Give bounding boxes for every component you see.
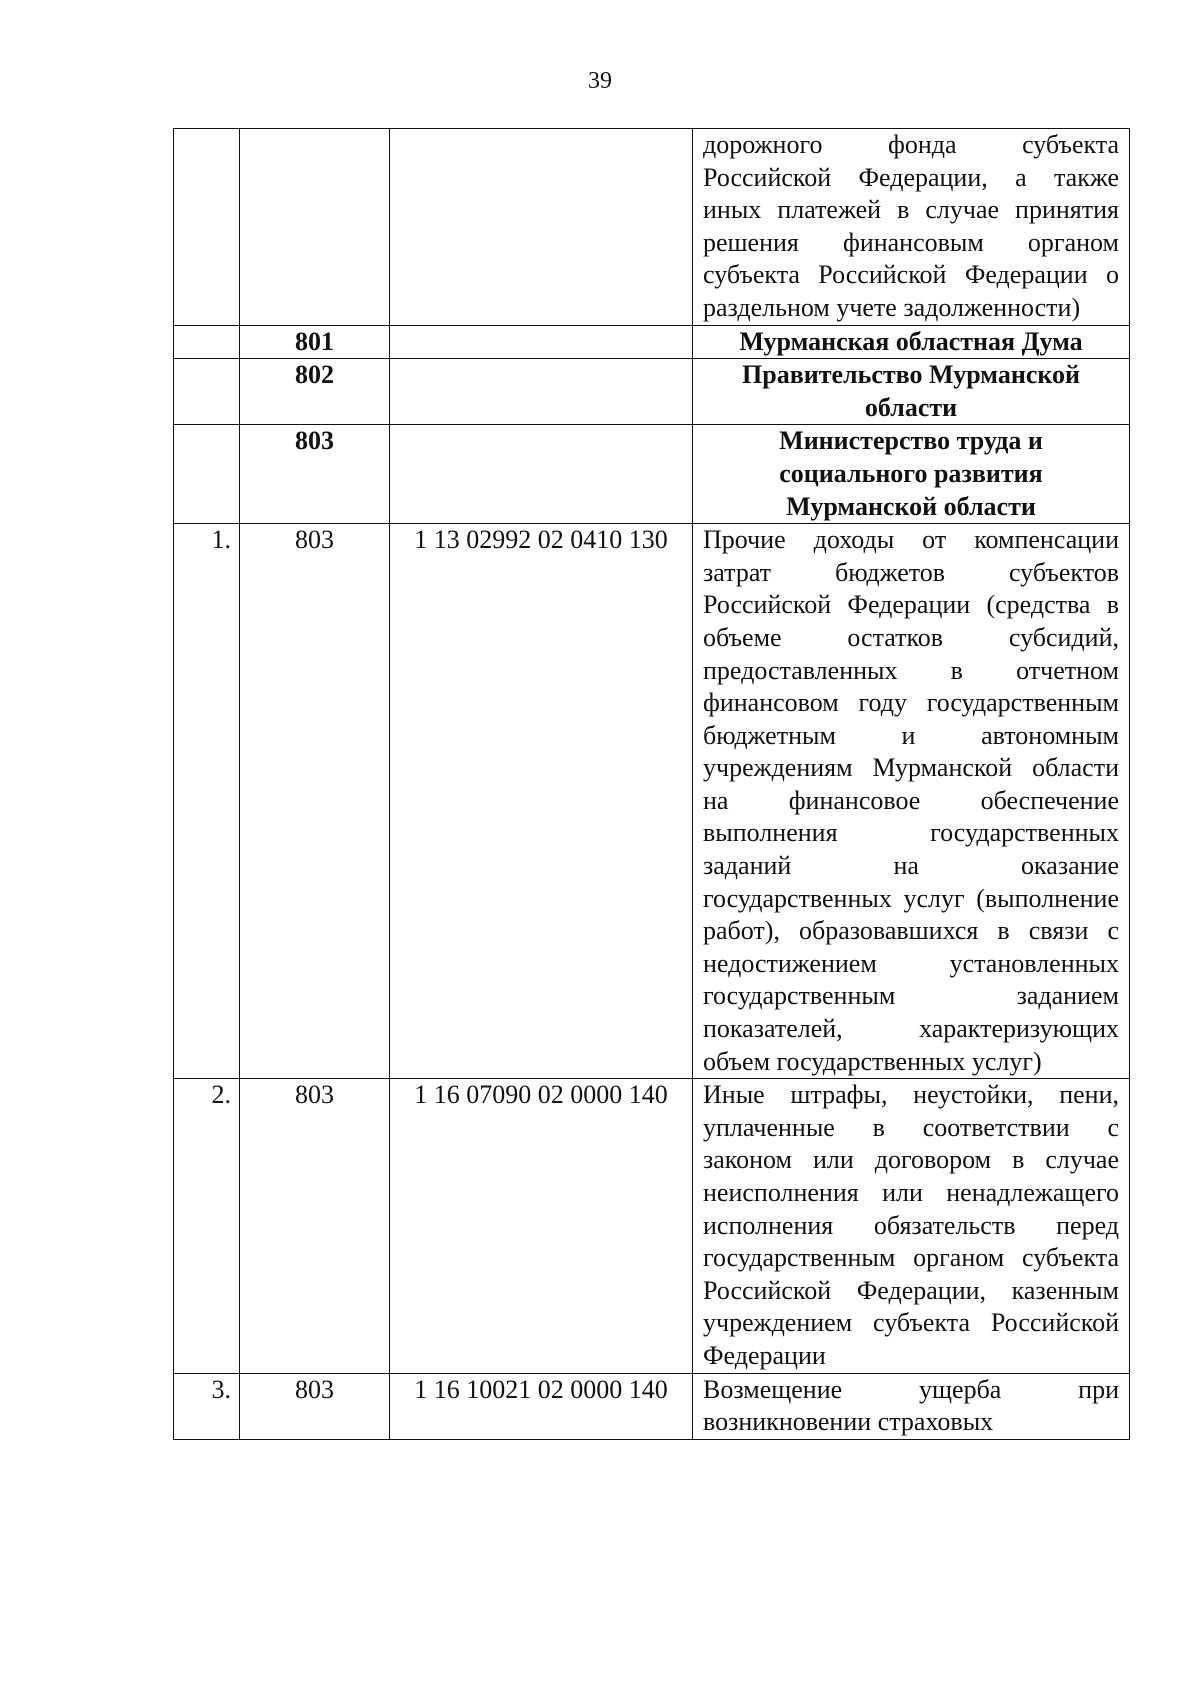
administrator-code-cell: 803 (240, 425, 390, 524)
revenue-code-cell (390, 359, 693, 425)
revenue-name-cell: дорожного фонда субъекта Российской Федерации, а также иных платежей в случае принятия решения финансовым органом субъекта Российской Федерации о раздельном учете задолженности) (693, 129, 1130, 326)
row-number-cell: 2. (174, 1079, 240, 1373)
administrator-name-heading: Мурманская областная Дума (693, 325, 1130, 359)
revenue-code-cell: 1 16 10021 02 0000 140 (390, 1373, 693, 1439)
administrator-code-cell: 803 (240, 524, 390, 1079)
row-number-cell (174, 359, 240, 425)
row-number-cell (174, 425, 240, 524)
administrator-code-cell: 803 (240, 1079, 390, 1373)
revenue-codes-table (173, 128, 1130, 1440)
page-number: 39 (588, 68, 612, 94)
revenue-name-cell: Прочие доходы от компенсации затрат бюджетов субъектов Российской Федерации (средства в объеме остатков субсидий, предоставленных в отчетном финансовом году государственным бюджетным и автономным учреждениям Мурманской области на финансовое обеспечение выполнения государственных заданий на оказание государственных услуг (выполнение работ), образовавшихся в связи с недостижением установленных государственным заданием показателей, характеризующих объем государственных услуг) (693, 524, 1130, 1079)
administrator-name-heading: Министерство труда и социального развития Мурманской области (693, 425, 1130, 524)
administrator-code-cell: 801 (240, 325, 390, 359)
administrator-code-cell: 802 (240, 359, 390, 425)
row-number-cell (174, 129, 240, 326)
table-row-section-header (174, 359, 1130, 425)
revenue-code-cell: 1 16 07090 02 0000 140 (390, 1079, 693, 1373)
row-number-cell: 3. (174, 1373, 240, 1439)
table-row (174, 1079, 1130, 1373)
administrator-code-cell: 803 (240, 1373, 390, 1439)
revenue-code-cell: 1 13 02992 02 0410 130 (390, 524, 693, 1079)
administrator-name-heading: Правительство Мурманской области (693, 359, 1130, 425)
row-number-cell (174, 325, 240, 359)
administrator-code-cell (240, 129, 390, 326)
revenue-code-cell (390, 325, 693, 359)
table-row-section-header (174, 325, 1130, 359)
row-number-cell: 1. (174, 524, 240, 1079)
revenue-name-cell: Возмещение ущерба при возникновении страховых (693, 1373, 1130, 1439)
table-row-section-header (174, 425, 1130, 524)
table-row (174, 129, 1130, 326)
revenue-code-cell (390, 425, 693, 524)
revenue-name-cell: Иные штрафы, неустойки, пени, уплаченные в соответствии с законом или договором в случае неисполнения или ненадлежащего исполнения обязательств перед государственным органом субъекта Российской Федерации, казенным учреждением субъекта Российской Федерации (693, 1079, 1130, 1373)
table-row (174, 1373, 1130, 1439)
revenue-code-cell (390, 129, 693, 326)
table-row (174, 524, 1130, 1079)
